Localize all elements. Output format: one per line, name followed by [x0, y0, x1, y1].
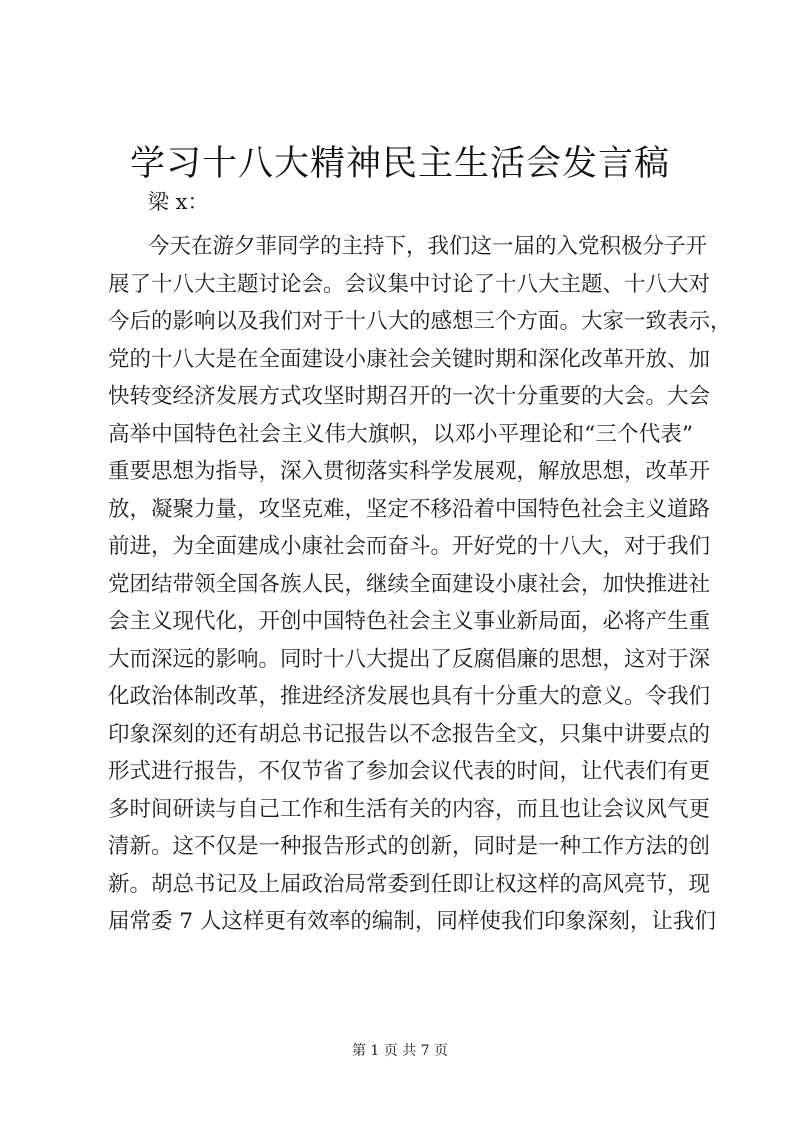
paragraph-line: 今天在游夕菲同学的主持下，我们这一届的入党积极分子开	[148, 234, 708, 259]
salutation: 梁 x：	[148, 190, 209, 214]
document-body	[108, 232, 732, 945]
paragraph-line: 新。胡总书记及上届政治局常委到任即让权这样的高风亮节，现	[108, 871, 711, 897]
paragraph-line: 形式进行报告，不仅节省了参加会议代表的时间，让代表们有更	[108, 759, 711, 784]
paragraph-line: 快转变经济发展方式攻坚时期召开的一次十分重要的大会。大会	[108, 384, 711, 409]
paragraph-line: 多时间研读与自己工作和生活有关的内容，而且也让会议风气更	[108, 796, 711, 822]
page-number: 第 1 页 共 7 页	[351, 1043, 449, 1059]
paragraph-line: 重要思想为指导，深入贯彻落实科学发展观，解放思想，改革开	[108, 459, 711, 484]
paragraph-line: 会主义现代化，开创中国特色社会主义事业新局面，必将产生重	[108, 609, 711, 634]
paragraph-line: 党的十八大是在全面建设小康社会关键时期和深化改革开放、加	[108, 346, 711, 372]
paragraph-line: 印象深刻的还有胡总书记报告以不念报告全文，只集中讲要点的	[108, 721, 711, 747]
paragraph-line: 今后的影响以及我们对于十八大的感想三个方面。大家一致表示，	[108, 309, 732, 334]
paragraph-line: 前进，为全面建成小康社会而奋斗。开好党的十八大，对于我们	[108, 534, 711, 559]
document-title: 学习十八大精神民主生活会发言稿	[129, 144, 670, 184]
paragraph-line: 党团结带领全国各族人民，继续全面建设小康社会，加快推进社	[108, 571, 711, 597]
paragraph-line: 化政治体制改革，推进经济发展也具有十分重大的意义。令我们	[108, 684, 711, 709]
paragraph-line: 展了十八大主题讨论会。会议集中讨论了十八大主题、十八大对	[108, 271, 711, 297]
paragraph-line: 清新。这不仅是一种报告形式的创新，同时是一种工作方法的创	[108, 834, 711, 859]
paragraph-line: 高举中国特色社会主义伟大旗帜，以邓小平理论和“三个代表”	[108, 421, 693, 447]
paragraph-line: 放，凝聚力量，攻坚克难，坚定不移沿着中国特色社会主义道路	[108, 496, 711, 522]
paragraph-line: 大而深远的影响。同时十八大提出了反腐倡廉的思想，这对于深	[108, 646, 711, 672]
paragraph-line: 届常委 7 人这样更有效率的编制，同样使我们印象深刻，让我们	[108, 909, 716, 934]
